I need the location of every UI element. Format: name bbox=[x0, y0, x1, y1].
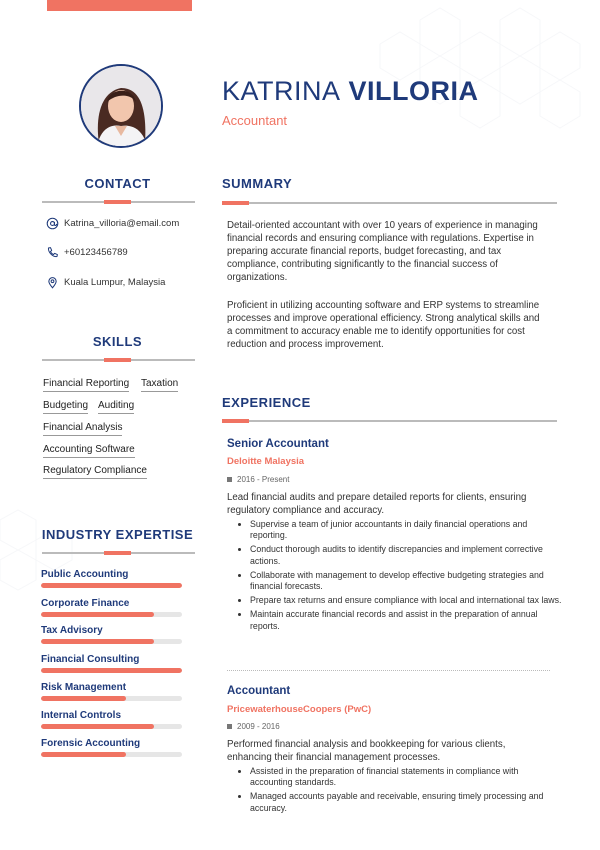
summary-heading: SUMMARY bbox=[222, 176, 293, 191]
job-1-bullets bbox=[238, 519, 562, 635]
profile-photo bbox=[79, 64, 163, 148]
at-sign-icon bbox=[46, 217, 59, 230]
expertise-level-bar bbox=[41, 752, 182, 757]
expertise-level-bar bbox=[41, 696, 182, 701]
calendar-icon bbox=[227, 724, 232, 729]
expertise-item bbox=[41, 738, 182, 757]
skill-tag: Accounting Software bbox=[43, 444, 135, 458]
expertise-item bbox=[41, 625, 182, 644]
contact-email[interactable] bbox=[46, 217, 179, 230]
expertise-level-bar bbox=[41, 639, 182, 644]
job-2-title: Accountant bbox=[227, 685, 291, 697]
phone-text: +60123456789 bbox=[64, 247, 128, 258]
candidate-name bbox=[222, 76, 479, 107]
expertise-item bbox=[41, 710, 182, 729]
expertise-label: Corporate Finance bbox=[41, 598, 130, 609]
expertise-item bbox=[41, 682, 182, 701]
skill-tag: Financial Reporting bbox=[43, 378, 129, 392]
expertise-level-bar bbox=[41, 612, 182, 617]
job-2-dates-text: 2009 - 2016 bbox=[237, 722, 280, 731]
list-item: • Supervise a team of junior accountants in daily financial operations and reporting. bbox=[250, 519, 562, 541]
last-name: VILLORIA bbox=[348, 76, 479, 106]
contact-heading: CONTACT bbox=[84, 176, 151, 191]
location-pin-icon bbox=[46, 276, 59, 289]
expertise-level-bar bbox=[41, 724, 182, 729]
calendar-icon bbox=[227, 477, 232, 482]
skill-tag: Auditing bbox=[98, 400, 134, 414]
list-item: • Managed accounts payable and receivable, ensuring timely processing and accuracy. bbox=[250, 791, 562, 813]
job-2-company: PricewaterhouseCoopers (PwC) bbox=[227, 704, 372, 715]
job-separator bbox=[227, 670, 550, 671]
summary-paragraph-2: Proficient in utilizing accounting software and ERP systems to streamline processes and improve operational efficiency. Strong analytical skills and a commitment to accuracy enable me to identify opportunities for cost reduction and process improvement. bbox=[227, 300, 540, 350]
skill-tag: Budgeting bbox=[43, 400, 88, 414]
list-item: • Conduct thorough audits to identify discrepancies and implement corrective actions. bbox=[250, 544, 562, 566]
portrait-image bbox=[81, 66, 161, 146]
location-text: Kuala Lumpur, Malaysia bbox=[64, 277, 166, 288]
top-accent-bar bbox=[47, 0, 192, 11]
expertise-item bbox=[41, 654, 182, 673]
email-text: Katrina_villoria@email.com bbox=[64, 218, 180, 229]
skill-tag: Financial Analysis bbox=[43, 422, 122, 436]
list-item: • Maintain accurate financial records and assist in the preparation of annual reports. bbox=[250, 609, 562, 631]
expertise-label: Risk Management bbox=[41, 682, 127, 693]
expertise-label: Forensic Accounting bbox=[41, 738, 141, 749]
first-name: KATRINA bbox=[222, 76, 341, 106]
expertise-label: Financial Consulting bbox=[41, 654, 140, 665]
list-item: • Prepare tax returns and ensure compliance with local and international tax laws. bbox=[250, 595, 562, 606]
job-2-summary: Performed financial analysis and bookkeeping for various clients, enhancing their financial management processes. bbox=[227, 739, 506, 763]
expertise-divider bbox=[42, 552, 195, 554]
expertise-heading: INDUSTRY EXPERTISE bbox=[41, 527, 194, 542]
skills-heading: SKILLS bbox=[92, 334, 143, 349]
job-2-dates bbox=[227, 722, 280, 731]
list-item: • Collaborate with management to develop effective budgeting strategies and financial forecasts. bbox=[250, 570, 562, 592]
job-1-dates-text: 2016 - Present bbox=[237, 475, 290, 484]
expertise-item bbox=[41, 569, 182, 588]
contact-location bbox=[46, 276, 165, 289]
list-item: • Assisted in the preparation of financial statements in compliance with accounting standards. bbox=[250, 766, 562, 788]
expertise-label: Tax Advisory bbox=[41, 625, 103, 636]
job-1-title: Senior Accountant bbox=[227, 438, 329, 450]
job-1-company: Deloitte Malaysia bbox=[227, 456, 305, 467]
expertise-item bbox=[41, 598, 182, 617]
experience-heading: EXPERIENCE bbox=[222, 395, 311, 410]
job-1-summary: Lead financial audits and prepare detailed reports for clients, ensuring regulatory compliance and accuracy. bbox=[227, 492, 527, 516]
expertise-label: Internal Controls bbox=[41, 710, 122, 721]
contact-divider bbox=[42, 201, 195, 203]
expertise-level-bar bbox=[41, 668, 182, 673]
phone-icon bbox=[46, 246, 59, 259]
job-1-dates bbox=[227, 475, 289, 484]
job-2-bullets bbox=[238, 766, 562, 817]
job-title: Accountant bbox=[222, 113, 288, 128]
expertise-level-bar bbox=[41, 583, 182, 588]
expertise-label: Public Accounting bbox=[41, 569, 129, 580]
skills-divider bbox=[42, 359, 195, 361]
experience-divider bbox=[222, 420, 557, 422]
skill-tag: Regulatory Compliance bbox=[43, 465, 147, 479]
skill-tag: Taxation bbox=[141, 378, 178, 392]
summary-paragraph-1: Detail-oriented accountant with over 10 years of experience in managing financial records and ensuring compliance with regulations. Expertise in preparing accurate financial reports, budget forecasting, and tax compliance, contributing significantly to the financial success of organizations. bbox=[227, 220, 538, 283]
contact-phone[interactable] bbox=[46, 246, 128, 259]
summary-divider bbox=[222, 202, 557, 204]
